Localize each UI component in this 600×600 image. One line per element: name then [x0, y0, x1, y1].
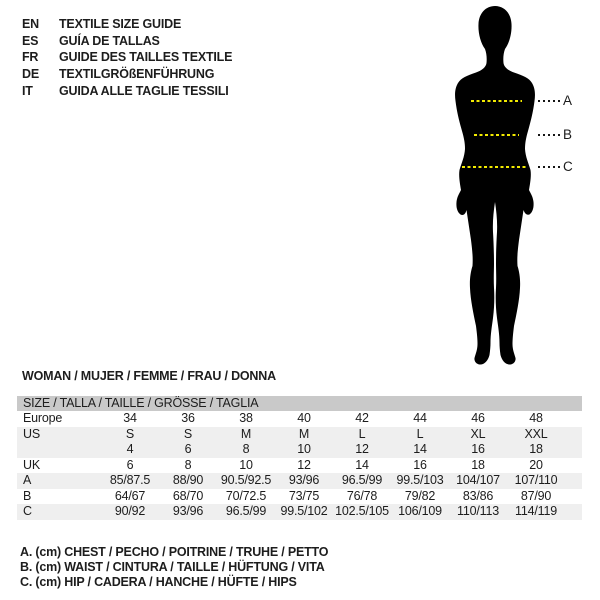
language-row — [22, 16, 232, 33]
size-cell: 40 — [297, 411, 311, 425]
size-cell: 14 — [355, 457, 369, 472]
table-header: SIZE / TALLA / TAILLE / GRÖSSE / TAGLIA — [17, 396, 582, 411]
size-cell: 110/113 — [457, 504, 499, 518]
size-cell: L — [416, 426, 424, 441]
table-row — [17, 458, 582, 474]
language-list — [22, 16, 232, 99]
language-code: EN — [22, 17, 39, 31]
size-cell: 68/70 — [172, 488, 204, 503]
size-cell: 107/110 — [514, 473, 558, 487]
hip-leader-line — [538, 166, 562, 168]
footnote-item: B. (cm) WAIST / CINTURA / TAILLE / HÜFTUNG / VITA — [20, 560, 325, 574]
marker-label-chest: A — [563, 93, 572, 108]
footnote-item: C. (cm) HIP / CADERA / HANCHE / HÜFTE / HIPS — [20, 575, 297, 589]
size-cell: 96.5/99 — [341, 473, 383, 487]
row-label: US — [23, 426, 40, 441]
row-label: Europe — [23, 411, 63, 425]
table-title: WOMAN / MUJER / FEMME / FRAU / DONNA — [22, 369, 276, 383]
language-code: DE — [22, 67, 39, 82]
size-cell: 104/107 — [456, 473, 500, 487]
size-cell: 6 — [184, 442, 192, 456]
size-cell: 8 — [184, 457, 192, 472]
language-label: TEXTILGRÖßENFÜHRUNG — [59, 67, 215, 82]
size-cell: 90.5/92.5 — [220, 473, 272, 487]
size-cell: 12 — [355, 442, 369, 456]
size-cell: 6 — [126, 457, 134, 472]
language-code: IT — [22, 83, 33, 98]
language-code: ES — [22, 33, 39, 48]
size-cell: XL — [470, 426, 486, 441]
size-table — [17, 396, 582, 520]
size-cell: 87/90 — [520, 488, 552, 503]
table-body — [17, 411, 582, 520]
language-row — [22, 33, 232, 50]
table-row — [17, 411, 582, 427]
chest-leader-line — [538, 100, 562, 102]
woman-silhouette-graphic — [425, 0, 565, 370]
language-code: FR — [22, 50, 39, 65]
size-cell: 14 — [413, 442, 427, 456]
language-row — [22, 49, 232, 66]
size-cell: 76/78 — [346, 488, 378, 503]
table-row — [17, 427, 582, 443]
size-cell: 16 — [413, 457, 427, 472]
size-cell: 106/109 — [398, 504, 442, 518]
row-label: A — [23, 473, 32, 487]
size-cell: 88/90 — [172, 473, 204, 487]
size-cell: M — [240, 426, 252, 441]
language-label: GUIDE DES TAILLES TEXTILE — [59, 50, 233, 65]
size-cell: 12 — [297, 457, 311, 472]
size-cell: 16 — [471, 442, 485, 456]
size-cell: 73/75 — [288, 488, 320, 503]
size-cell: 34 — [123, 411, 137, 425]
size-cell: S — [125, 426, 135, 441]
size-cell: 46 — [471, 411, 485, 425]
size-cell: 96.5/99 — [225, 504, 267, 518]
size-cell: 38 — [239, 411, 253, 425]
language-label: GUÍA DE TALLAS — [59, 33, 160, 48]
table-row — [17, 473, 582, 489]
size-cell: 10 — [239, 457, 253, 472]
waist-measure-line — [474, 134, 519, 136]
size-cell: 93/96 — [172, 504, 204, 518]
size-cell: 18 — [529, 442, 543, 456]
hip-measure-line — [462, 166, 526, 168]
language-row — [22, 66, 232, 83]
marker-label-hip: C — [563, 159, 573, 174]
size-cell: 99.5/103 — [396, 473, 444, 487]
size-cell: 85/87.5 — [109, 473, 151, 487]
size-cell: L — [358, 426, 366, 441]
size-cell: 48 — [529, 411, 543, 425]
language-label: TEXTILE SIZE GUIDE — [59, 17, 182, 31]
size-cell: 83/86 — [462, 488, 494, 503]
size-cell: 64/67 — [114, 488, 146, 503]
size-cell: 18 — [471, 457, 485, 472]
footnote-item: A. (cm) CHEST / PECHO / POITRINE / TRUHE / PETTO — [20, 545, 329, 559]
row-label: UK — [23, 457, 40, 472]
row-label — [17, 442, 101, 458]
size-cell: 8 — [242, 442, 250, 456]
table-row — [17, 504, 582, 520]
chest-measure-line — [471, 100, 522, 102]
waist-leader-line — [538, 134, 562, 136]
size-cell: M — [298, 426, 310, 441]
row-label: C — [23, 504, 32, 518]
size-cell: 114/119 — [515, 504, 557, 518]
table-row — [17, 489, 582, 505]
measure-footnotes — [20, 545, 328, 590]
row-label: B — [23, 488, 32, 503]
size-cell: 93/96 — [288, 473, 320, 487]
size-cell: 20 — [529, 457, 543, 472]
size-cell: 44 — [413, 411, 427, 425]
table-row — [17, 442, 582, 458]
size-cell: 79/82 — [404, 488, 436, 503]
size-cell: 70/72.5 — [225, 488, 267, 503]
language-label: GUIDA ALLE TAGLIE TESSILI — [59, 83, 229, 98]
size-cell: S — [183, 426, 193, 441]
size-cell: 36 — [181, 411, 195, 425]
size-cell: 42 — [355, 411, 369, 425]
size-cell: 102.5/105 — [335, 504, 389, 518]
size-cell: 99.5/102 — [280, 504, 328, 518]
size-cell: 90/92 — [114, 504, 146, 518]
figure-silhouette — [425, 0, 565, 370]
marker-label-waist: B — [563, 127, 572, 142]
language-row — [22, 83, 232, 100]
size-cell: XXL — [524, 426, 548, 441]
size-cell: 10 — [297, 442, 311, 456]
size-cell: 4 — [126, 442, 134, 456]
